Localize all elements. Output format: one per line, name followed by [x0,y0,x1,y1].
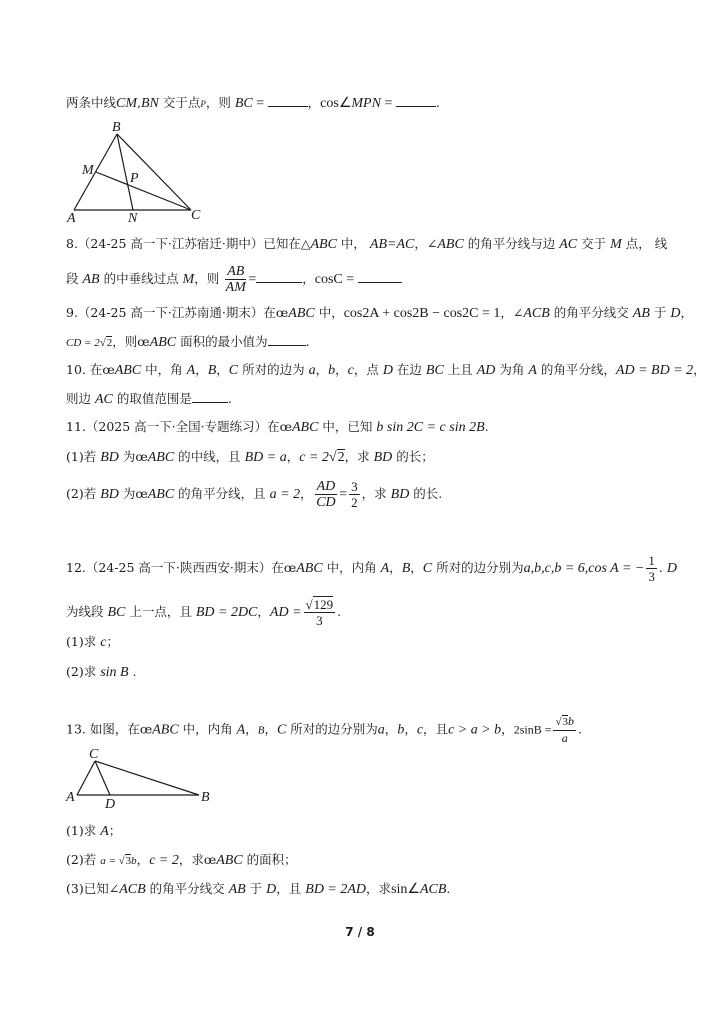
math: A [528,363,537,378]
label-a: A [67,211,76,226]
label-b: B [201,790,210,805]
math: ABC [310,237,337,252]
median-cm [96,172,191,210]
math: = [380,96,396,111]
denominator: CD [316,495,336,510]
math: M [610,237,622,252]
text: 于 [245,881,267,896]
text: 为 [118,486,136,501]
label-n: N [128,211,138,226]
denominator: AM [225,280,246,295]
triangle-symbol: œ [135,486,148,501]
math: M [182,272,195,287]
triangle-symbol: œ [279,419,292,434]
text: 两条中线 [66,95,117,110]
text: 的角平分线，且 [174,486,270,501]
q12-line-2 [66,597,341,628]
math: D [670,306,681,321]
text: 的角平分线与边 [463,236,560,251]
text: ， [389,560,402,575]
fraction [553,714,576,746]
math: = [339,487,348,502]
text: ，求 [366,881,392,896]
math: C [276,722,287,738]
answer-blank[interactable] [396,93,436,107]
text: . [227,391,232,406]
q8-line-2 [66,264,402,295]
denominator: 2 [351,495,358,510]
math: ABC [288,306,315,321]
side-ca [77,761,95,795]
radicand: 3 [562,716,569,728]
math: sin B [100,665,129,680]
math: AB=AC [369,237,415,252]
q12-line-1 [66,553,677,584]
math: CM [116,96,138,111]
math: ABC [296,561,323,576]
answer-blank[interactable] [268,93,308,107]
text: ， [302,271,315,286]
math: A [100,824,109,839]
math: 3 [125,855,132,867]
text: 的长. [409,486,443,501]
text: 中，内角 [322,560,381,575]
math: ABC [147,487,175,502]
math: c = 2 [299,450,329,465]
text: ， [264,721,277,737]
math: 2 [337,450,345,465]
math: b sin 2C = c sin 2B [376,420,485,435]
q12-part-1 [66,634,119,651]
label-m: M [82,163,94,178]
math: A [380,561,390,576]
math: c [416,722,424,738]
fraction [304,597,336,628]
math: AD = [269,605,302,620]
text: ， [195,362,208,377]
math: P [200,99,206,109]
side-cb [95,761,199,795]
fraction [225,264,246,295]
text: . [658,560,667,575]
math: c = 2 [149,853,179,868]
math: c > a > b [448,722,502,738]
math: 2 [106,337,113,349]
answer-blank[interactable] [358,269,402,283]
text: 的角平分线交 [145,881,229,896]
text: ， [680,305,693,320]
text: (2)求 [66,664,101,679]
text: ， [404,721,417,737]
math: ABC [152,722,179,738]
text: ， [245,721,258,737]
text: 为线段 [66,604,108,619]
math: AC [94,392,113,407]
math: A [186,363,196,378]
math: AC [559,237,578,252]
text: ； [106,634,119,649]
text: ，且 [276,881,306,896]
math: BD [373,450,393,465]
math: BD [100,487,119,502]
math: BD [390,487,410,502]
fraction [646,553,657,584]
sqrt-sign: √ [99,337,106,349]
text: 的中线，且 [174,449,245,464]
math: BD = 2DC [195,605,258,620]
q12-part-2 [66,664,137,681]
label-p: P [130,171,139,186]
text: 为 [118,449,136,464]
text: ，∠ [414,236,438,251]
text: 11.（2025 高一下·全国·专题练习）在 [66,419,280,434]
triangle-figure-2 [60,740,220,810]
text: ， [307,95,321,110]
triangle-symbol: œ [139,721,153,737]
text: ，点 [353,362,383,377]
math: D [382,363,393,378]
math: cosC [314,272,343,287]
text: (2)若 [66,486,101,501]
numerator: 1 [648,553,655,568]
math: 2sinB = [513,722,552,737]
q11-line-1 [66,419,489,436]
math: D [666,561,677,576]
math: B [257,724,265,737]
q11-part-1 [66,449,434,466]
math: ABC [149,335,177,350]
text: ； [108,823,122,838]
q13-part-3 [66,881,450,898]
text: ， [335,362,348,377]
numerator [553,714,576,731]
numerator [304,597,336,613]
math: a = 2 [269,487,301,502]
text: 13. 如图，在 [66,721,140,737]
text: ， [286,449,300,464]
text: 点， 线 [621,236,668,251]
math: ACB [419,882,447,897]
math: ABC [292,420,319,435]
q10-line-2 [66,389,232,408]
math: C [422,561,433,576]
text: . [484,419,489,434]
text: 的取值范围是 [112,391,192,406]
text: ，则 [205,95,235,110]
text: 中，角 [141,362,187,377]
label-c: C [191,208,201,223]
denominator: a [561,731,568,745]
text: (1)求 [66,823,101,838]
text: 所对的边分别为 [286,721,378,737]
math: ACB [523,306,550,321]
text: 的中垂线过点 [99,271,183,286]
text: ， [136,852,150,867]
text: 上且 [443,362,477,377]
sqrt-sign: √ [305,597,313,612]
denominator: 3 [648,569,655,584]
text: . [337,604,342,619]
math: MPN [351,96,381,111]
label-d: D [105,797,116,810]
math: a [377,722,385,738]
text: ，求 [344,449,374,464]
text: . [578,721,582,737]
text: 交于 [577,236,611,251]
math: = [342,272,358,287]
bisector-cd [95,761,110,795]
text: . [435,95,440,110]
text: ， [693,362,706,377]
text: ，求 [361,486,391,501]
math: b [568,714,575,728]
q11-part-2 [66,479,442,510]
text: ， [501,721,514,737]
text: ， [410,560,423,575]
text: 12.（24-25 高一下·陕西西安·期末）在 [66,560,284,575]
math: cos2A + cos2B − cos2C = 1 [343,306,501,321]
text: ，且 [423,721,449,737]
text: 中，内角 [178,721,237,737]
text: 的角平分线， [536,362,616,377]
side-ab [74,134,117,210]
text: ，∠ [500,305,524,320]
fraction [315,479,338,510]
side-bc [117,134,191,210]
text: ，则 [194,271,224,286]
fraction [349,479,360,510]
text: ， [216,362,229,377]
answer-blank[interactable] [268,332,306,346]
q10-line-1 [66,362,706,379]
math: cos∠ [320,96,352,111]
sqrt-sign: √ [328,450,337,465]
text: 在边 [392,362,426,377]
math: sin∠ [391,882,420,897]
math: C [228,363,239,378]
text: 中，已知 [318,419,377,434]
triangle-symbol: œ [203,852,217,867]
math: BC [107,605,126,620]
q13-part-1 [66,823,121,840]
math: b [131,855,137,867]
math: ABC [437,237,464,252]
math: CD = 2 [66,337,100,349]
math: a [308,363,316,378]
text: . [305,334,310,349]
math: AB [632,306,650,321]
math: ACB [119,882,146,897]
answer-blank[interactable] [192,389,228,403]
page-number: 7 / 8 [345,925,375,939]
math: BC [234,96,253,111]
text: 上一点，且 [125,604,196,619]
q7-tail-line [66,93,440,112]
math: ABC [147,450,175,465]
radicand: 129 [313,597,334,612]
math: b [328,363,336,378]
math: BD = a [244,450,287,465]
q8-line-1 [66,236,667,253]
text: (1)若 [66,449,101,464]
denominator: 3 [316,613,323,628]
text: 交于点 [158,95,201,110]
q9-line-1 [66,305,693,322]
text: 所对的边分别为 [432,560,524,575]
triangle-symbol: œ [283,560,297,575]
math: c [347,363,354,378]
numerator: AD [316,479,336,494]
sqrt-sign: √ [555,716,562,728]
math: AB [228,882,246,897]
math: BD [100,450,119,465]
label-a: A [66,790,75,805]
text: 9.（24-25 高一下·江苏南通·期末）在 [66,305,276,320]
text: 段 [66,271,83,286]
triangle-symbol: œ [275,305,289,320]
numerator: 3 [351,479,358,494]
text: ， [257,604,270,619]
math: AB [82,272,100,287]
numerator: AB [227,264,245,279]
math: a = [100,855,119,867]
text: 中， [314,305,344,320]
text: 的长； [392,449,434,464]
text: 的面积； [242,852,297,867]
math: AD = BD = 2 [615,363,694,378]
text: (2)若 [66,852,101,867]
triangle-symbol: œ [102,362,115,377]
text: ，则 [112,334,138,349]
text: . [128,664,137,679]
math: = [252,96,268,111]
text: (3)已知∠ [66,881,120,896]
text: . [446,881,451,896]
text: (1)求 [66,634,101,649]
text: ， [384,721,398,737]
triangle-figure-1 [60,115,220,227]
label-c: C [89,747,99,762]
math: B [207,363,217,378]
math: B [401,561,411,576]
answer-blank[interactable] [256,269,302,283]
text: 10. 在 [66,362,103,377]
text: 于 [649,305,671,320]
math: D [266,882,277,897]
q13-part-2 [66,852,297,869]
math: BN [141,96,159,111]
text: ， [315,362,329,377]
math: a,b,c,b = 6,cos A = − [523,561,645,576]
math: = [248,272,257,287]
math: BC [425,363,444,378]
text: ，求 [178,852,204,867]
math: AD [476,363,496,378]
text: ， [300,486,313,501]
text: 的角平分线交 [549,305,633,320]
q9-line-2 [66,332,310,351]
text: 中， [336,236,370,251]
label-b: B [112,120,121,135]
triangle-symbol: œ [137,334,150,349]
math: ABC [114,363,142,378]
triangle-symbol: œ [135,449,148,464]
sqrt-sign: √ [118,855,125,867]
text: 面积的最小值为 [176,334,268,349]
math: b [397,722,405,738]
math: BD = 2AD [305,882,367,897]
text: 8.（24-25 高一下·江苏宿迁·期中）已知在△ [66,236,311,251]
math: ABC [216,853,243,868]
text: 为角 [495,362,529,377]
text: , [137,95,141,110]
math: c [100,635,107,650]
text: 所对的边为 [238,362,309,377]
text: 则边 [66,391,95,406]
math: A [236,722,246,738]
